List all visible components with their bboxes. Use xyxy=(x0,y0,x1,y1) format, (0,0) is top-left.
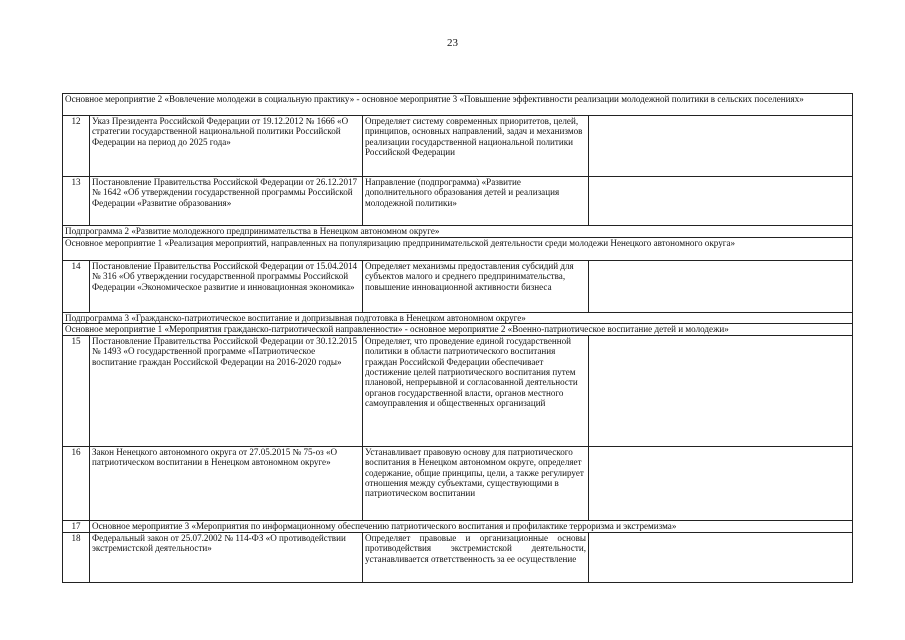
description-cell: Определяет систему современных приоритетов, целей, принципов, основных направлений, задач и механизмов реализации государственной национальной политики Российской Федерации xyxy=(363,116,589,177)
document-cell: Постановление Правительства Российской Федерации от 26.12.2017 № 1642 «Об утверждении государственной программы Российской Федерации «Развитие образования» xyxy=(90,177,363,226)
section-heading: Основное мероприятие 2 «Вовлечение молодежи в социальную практику» - основное мероприятие 3 «Повышение эффективности реализации молодежной политики в сельских поселениях» xyxy=(63,94,853,116)
section-heading: Основное мероприятие 1 «Реализация мероприятий, направленных на популяризацию предпринимательской деятельности среди молодежи Ненецкого автономного округа» xyxy=(63,238,853,261)
table-row xyxy=(63,116,853,177)
table-row xyxy=(63,261,853,313)
section-heading: Основное мероприятие 3 «Мероприятия по информационному обеспечению патриотического воспитания и профилактике терроризма и экстремизма» xyxy=(90,520,853,532)
section-heading: Подпрограмма 3 «Гражданско-патриотическое воспитание и допризывная подготовка в Ненецком автономном округе» xyxy=(63,313,853,324)
document-cell: Постановление Правительства Российской Федерации от 15.04.2014 № 316 «Об утверждении государственной программы Российской Федерации «Экономическое развитие и инновационная экономика» xyxy=(90,261,363,313)
extra-cell xyxy=(589,446,853,520)
row-number: 16 xyxy=(63,446,90,520)
row-number: 18 xyxy=(63,532,90,582)
extra-cell xyxy=(589,116,853,177)
section-heading: Основное мероприятие 1 «Мероприятия гражданско-патриотической направленности» - основное мероприятие 2 «Военно-патриотическое воспитание детей и молодежи» xyxy=(63,324,853,335)
table-row xyxy=(63,324,853,335)
legal-acts-table xyxy=(62,93,853,583)
document-cell: Закон Ненецкого автономного округа от 27.05.2015 № 75-оз «О патриотическом воспитании в Ненецком автономном округе» xyxy=(90,446,363,520)
section-heading: Подпрограмма 2 «Развитие молодежного предпринимательства в Ненецком автономном округе» xyxy=(63,226,853,238)
page-number: 23 xyxy=(447,37,458,49)
table-row xyxy=(63,238,853,261)
extra-cell xyxy=(589,335,853,446)
extra-cell xyxy=(589,177,853,226)
description-cell: Направление (подпрограмма) «Развитие дополнительного образования детей и реализация молодежной политики» xyxy=(363,177,589,226)
description-cell: Определяет правовые и организационные основы противодействия экстремистской деятельности, устанавливается ответственность за ее осуществление xyxy=(363,532,589,582)
table-row xyxy=(63,226,853,238)
document-cell: Федеральный закон от 25.07.2002 № 114-ФЗ «О противодействии экстремистской деятельности» xyxy=(90,532,363,582)
table-row xyxy=(63,177,853,226)
description-cell: Устанавливает правовую основу для патриотического воспитания в Ненецком автономном округе, определяет содержание, общие принципы, цели, а также регулирует отношения между субъектами, существующими в патриотическом воспитании xyxy=(363,446,589,520)
row-number: 14 xyxy=(63,261,90,313)
table-row xyxy=(63,532,853,582)
row-number: 15 xyxy=(63,335,90,446)
description-cell: Определяет механизмы предоставления субсидий для субъектов малого и среднего предпринимательства, повышение инновационной активности бизнеса xyxy=(363,261,589,313)
row-number: 13 xyxy=(63,177,90,226)
table-row xyxy=(63,520,853,532)
document-cell: Указ Президента Российской Федерации от 19.12.2012 № 1666 «О стратегии государственной национальной политики Российской Федерации на период до 2025 года» xyxy=(90,116,363,177)
row-number: 12 xyxy=(63,116,90,177)
extra-cell xyxy=(589,261,853,313)
extra-cell xyxy=(589,532,853,582)
description-cell: Определяет, что проведение единой государственной политики в области патриотического воспитания граждан Российской Федерации обеспечивает достижение целей патриотического воспитания путем плановой, непрерывной и согласованной деятельности органов государственной власти, органов местного самоуправления и общественных организаций xyxy=(363,335,589,446)
document-cell: Постановление Правительства Российской Федерации от 30.12.2015 № 1493 «О государственной программе «Патриотическое воспитание граждан Российской Федерации на 2016-2020 годы» xyxy=(90,335,363,446)
row-number: 17 xyxy=(63,520,90,532)
table-row xyxy=(63,335,853,446)
table-row xyxy=(63,313,853,324)
table-row xyxy=(63,94,853,116)
table-row xyxy=(63,446,853,520)
